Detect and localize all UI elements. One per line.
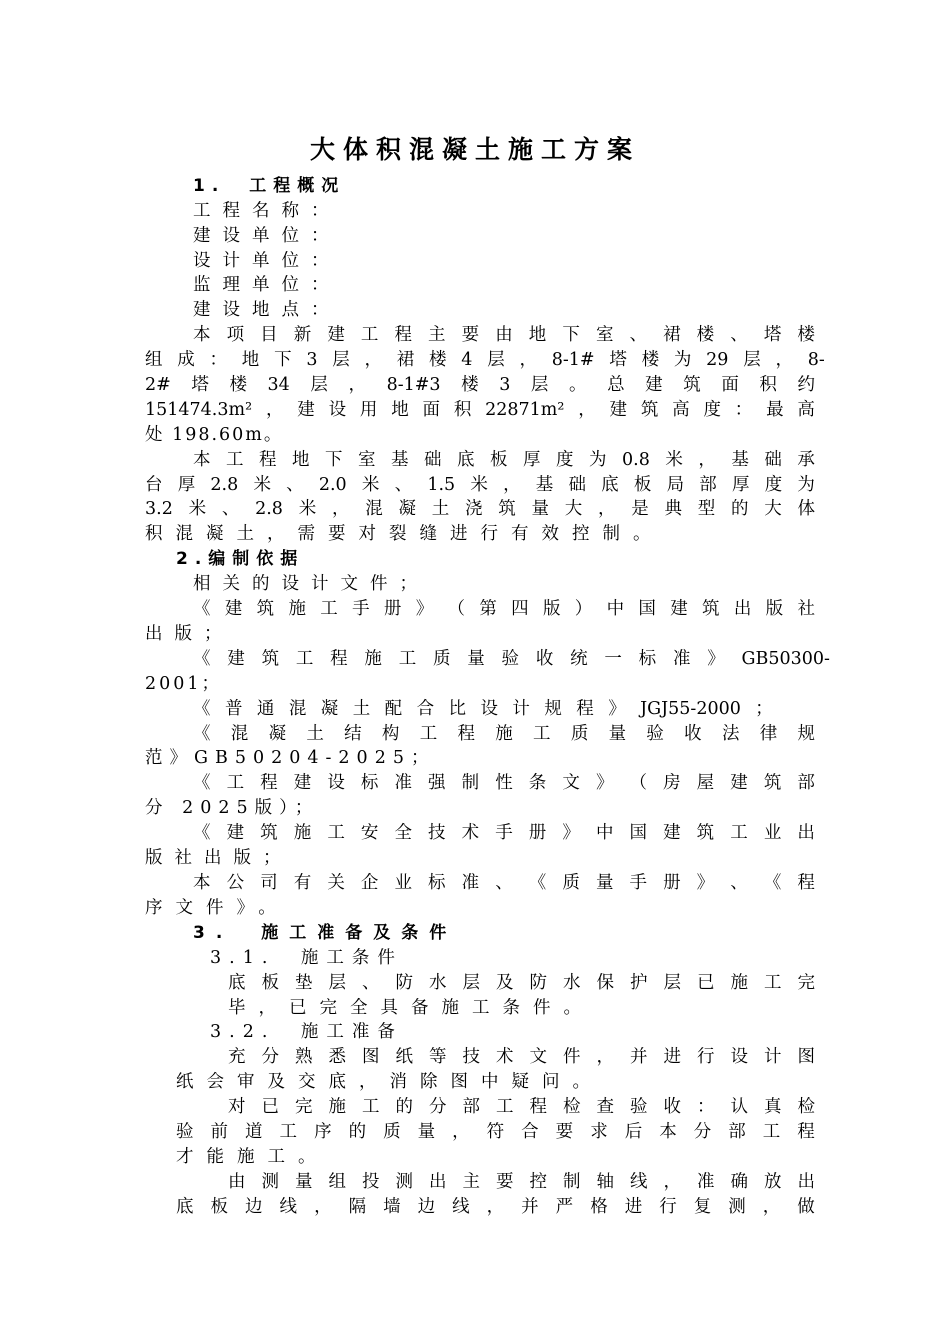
field-supervisor: 监理单位： (193, 275, 341, 295)
paragraph-line: 由 测 量 组 投 测 出 主 要 控 制 轴 线 ， 准 确 放 出 (228, 1172, 815, 1192)
paragraph-line: 3.2 米 、 2.8 米 ， 混 凝 土 浇 筑 量 大 ， 是 典 型 的 大 体 (145, 499, 815, 519)
reference-line: 《 建 筑 施 工 安 全 技 术 手 册 》 中 国 建 筑 工 业 出 (193, 823, 815, 843)
reference-line: 《 普 通 混 凝 土 配 合 比 设 计 规 程 》 JGJ55-2000 ； (193, 699, 773, 719)
paragraph-line: 验 前 道 工 序 的 质 量 ， 符 合 要 求 后 本 分 部 工 程 (176, 1122, 815, 1142)
reference-line: 《 建 筑 施 工 手 册 》 （ 第 四 版 ） 中 国 建 筑 出 版 社 (193, 599, 815, 619)
paragraph-line: 毕，已完全具备施工条件。 (228, 998, 594, 1018)
paragraph-line: 组 成 ： 地 下 3 层 ， 裙 楼 4 层 ， 8-1# 塔 楼 为 29 层 ， 8- (145, 350, 825, 370)
section-2-heading: 2.编制依据 (176, 549, 305, 569)
reference-line: 出版； (145, 624, 234, 644)
field-designer: 设计单位： (193, 251, 341, 271)
reference-line: 《 工 程 建 设 标 准 强 制 性 条 文 》 （ 房 屋 建 筑 部 (193, 773, 815, 793)
reference-line: 2001； (145, 674, 223, 694)
paragraph-line: 充 分 熟 悉 图 纸 等 技 术 文 件 ， 并 进 行 设 计 图 (228, 1047, 815, 1067)
document-title: 大体积混凝土施工方案 (309, 135, 640, 164)
paragraph-line: 积混凝土，需要对裂缝进行有效控制。 (145, 524, 664, 544)
section-3-heading: 3. 施工准备及条件 (193, 923, 458, 943)
field-location: 建设地点： (193, 300, 341, 320)
paragraph-line: 处 198.60m。 (145, 425, 284, 445)
paragraph-line: 台 厚 2.8 米 、 2.0 米 、 1.5 米 ， 基 础 底 板 局 部 厚 度 为 (145, 475, 815, 495)
paragraph-line: 2# 塔 楼 34 层 ， 8-1#3 楼 3 层 。 总 建 筑 面 积 约 (145, 375, 815, 395)
paragraph-line: 纸会审及交底，消除图中疑问。 (176, 1072, 603, 1092)
reference-line: 分 2025版）； (145, 798, 320, 818)
paragraph-line: 151474.3m² ， 建 设 用 地 面 积 22871m² ， 建 筑 高 度 ： 最 高 (145, 400, 815, 420)
paragraph-line: 底 板 垫 层 、 防 水 层 及 防 水 保 护 层 已 施 工 完 (228, 973, 815, 993)
subsection-3-2-heading: 3.2. 施工准备 (210, 1022, 403, 1042)
reference-line: 版社出版； (145, 848, 293, 868)
paragraph-line: 底 板 边 线 ， 隔 墙 边 线 ， 并 严 格 进 行 复 测 ， 做 (176, 1197, 815, 1217)
section-1-heading: 1. 工程概况 (193, 176, 346, 196)
reference-line: 《 建 筑 工 程 施 工 质 量 验 收 统 一 标 准 》 GB50300- (193, 649, 830, 669)
paragraph-line: 本 项 目 新 建 工 程 主 要 由 地 下 室 、 裙 楼 、 塔 楼 (193, 325, 815, 345)
paragraph-line: 对 已 完 施 工 的 分 部 工 程 检 查 验 收 ： 认 真 检 (228, 1097, 815, 1117)
reference-line: 序文件》。 (145, 898, 289, 918)
reference-line: 范》GB50204-2025； (145, 748, 436, 768)
reference-line: 《 混 凝 土 结 构 工 程 施 工 质 量 验 收 法 律 规 (193, 724, 815, 744)
field-project-name: 工程名称： (193, 201, 341, 221)
field-client: 建设单位： (193, 226, 341, 246)
reference-line: 本 公 司 有 关 企 业 标 准 、 《 质 量 手 册 》 、 《 程 (193, 873, 815, 893)
subsection-3-1-heading: 3.1. 施工条件 (210, 948, 403, 968)
reference-line: 相关的设计文件； (193, 574, 429, 594)
paragraph-line: 才能施工。 (176, 1147, 329, 1167)
paragraph-line: 本 工 程 地 下 室 基 础 底 板 厚 度 为 0.8 米 ， 基 础 承 (193, 450, 815, 470)
